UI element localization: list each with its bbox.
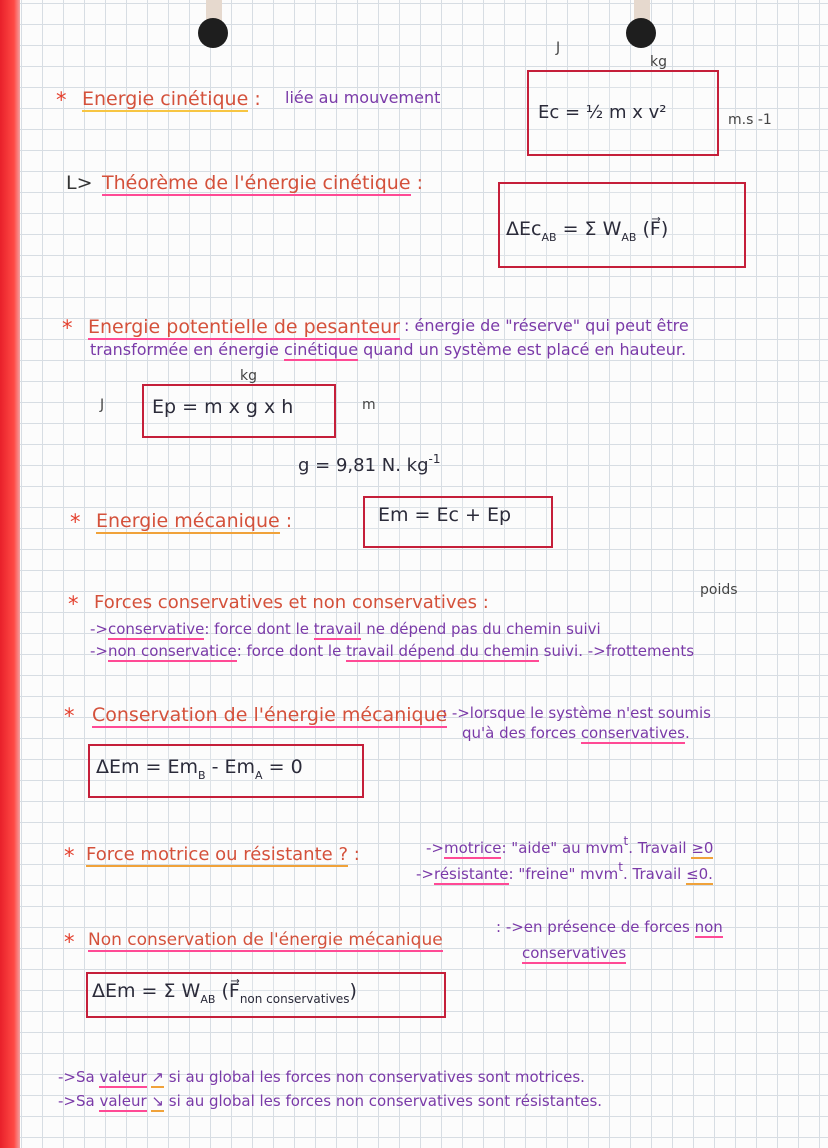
section-title-potential-energy: Energie potentielle de pesanteur [88, 316, 400, 338]
resistante-definition: ->résistante: "freine" mvm$^t$. Travail ≤0. [416, 860, 713, 883]
potential-energy-formula: Ep = m x g x h [152, 396, 294, 418]
non-conservative-definition: ->non conservatice: force dont le travail dépend du chemin suivi. ->frottements [90, 642, 695, 660]
potential-energy-description-1: : énergie de "réserve" qui peut être [404, 316, 689, 335]
value-increase-note: ->Sa valeur ↗ si au global les forces non conservatives sont motrices. [58, 1068, 585, 1086]
unit-meter-label: m [362, 397, 376, 413]
kinetic-energy-formula: Ec = ½ m x v² [538, 102, 667, 123]
non-conservation-description-1: : ->en présence de forces non [496, 918, 723, 936]
section-title-conservation: Conservation de l'énergie mécanique [92, 704, 448, 726]
non-conservation-description-2: conservatives [522, 944, 627, 962]
bullet-star: * [64, 704, 75, 728]
bullet-star: * [70, 510, 81, 534]
unit-kg-label: kg [650, 54, 667, 70]
motrice-definition: ->motrice: "aide" au mvm$^t$. Travail ≥0 [426, 834, 714, 857]
red-margin [0, 0, 20, 1148]
unit-joule-label: J [556, 40, 561, 56]
kinetic-energy-description: liée au mouvement [285, 88, 441, 107]
section-title-mechanical-energy: Energie mécanique : [96, 510, 293, 532]
conservation-description-2: qu'à des forces conservatives. [462, 724, 690, 742]
conservation-description-1: : ->lorsque le système n'est soumis [442, 704, 711, 722]
bullet-star: * [56, 88, 67, 112]
section-title-forces: Forces conservatives et non conservatives : [94, 592, 489, 613]
conservative-definition: ->conservative: force dont le travail ne dépend pas du chemin suivi [90, 620, 601, 638]
weight-label: poids [700, 582, 738, 598]
unit-speed-label: m.s -1 [728, 112, 772, 128]
bullet-star: * [68, 592, 79, 616]
bullet-star: * [64, 844, 75, 868]
section-title-motor-resistant: Force motrice ou résistante ? : [86, 844, 360, 865]
kinetic-theorem-formula: ΔEc$_{AB}$ = Σ $W_{AB}$ (F⃗) [506, 218, 669, 244]
bullet-star: * [62, 316, 73, 340]
mechanical-energy-formula: Em = Ec + Ep [378, 504, 512, 526]
section-title-kinetic-energy: Energie cinétique : [82, 88, 261, 110]
section-title-kinetic-theorem: Théorème de l'énergie cinétique : [102, 172, 423, 194]
unit-joule-label: J [100, 397, 105, 413]
arrow-marker: L> [66, 172, 93, 194]
value-decrease-note: ->Sa valeur ↘ si au global les forces non conservatives sont résistantes. [58, 1092, 603, 1110]
potential-energy-description-2: transformée en énergie cinétique quand un système est placé en hauteur. [90, 340, 687, 359]
binder-hole-left [192, 0, 234, 54]
binder-hole-right [620, 0, 662, 54]
section-title-non-conservation: Non conservation de l'énergie mécanique [88, 930, 443, 950]
unit-kg-label: kg [240, 368, 257, 384]
non-conservation-formula: ΔEm = Σ $W_{AB}$ $(F⃗_{non conservatives})$ [92, 980, 357, 1006]
gravity-value: g = 9,81 N. $kg^{-1}$ [298, 452, 441, 476]
bullet-star: * [64, 930, 75, 954]
conservation-formula: $\Delta Em = Em_B - Em_A = 0$ [96, 756, 303, 782]
